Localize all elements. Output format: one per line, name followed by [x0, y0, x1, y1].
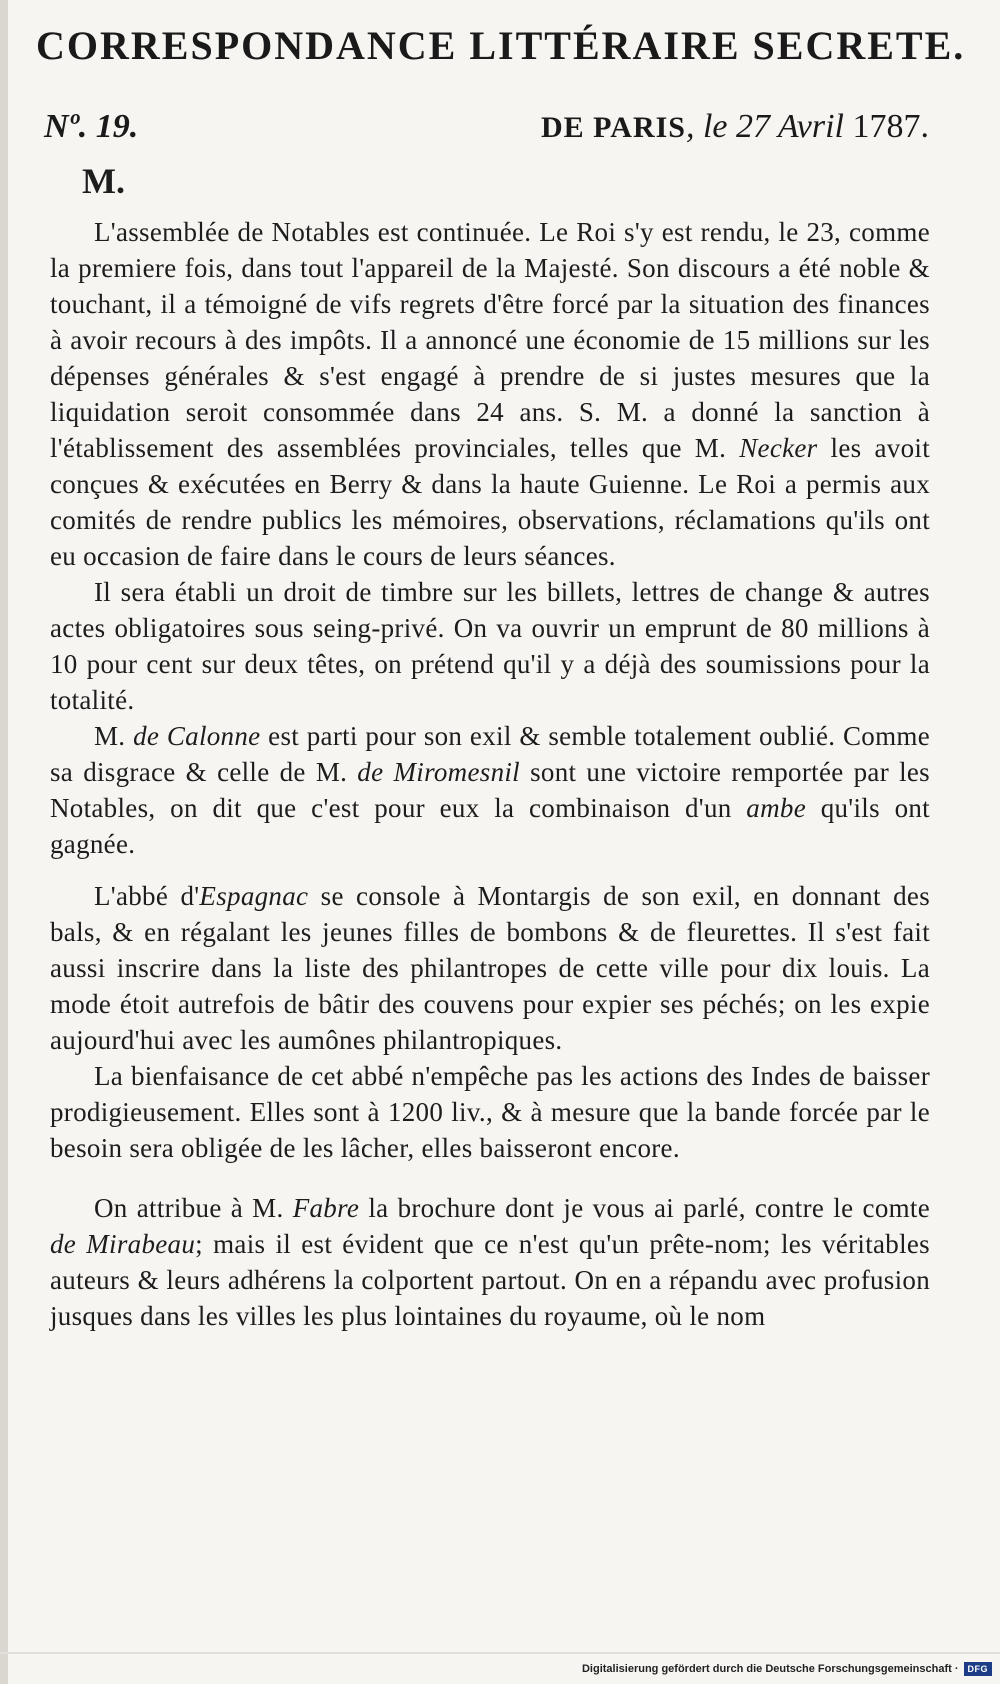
- paragraph: [50, 1058, 930, 1166]
- paragraph: [50, 1190, 930, 1334]
- paragraph: [50, 718, 930, 862]
- credit-text: Digitalisierung gefördert durch die Deutsche Forschungsgemeinschaft ·: [581, 1663, 959, 1675]
- scan-edge: [0, 0, 8, 1684]
- paragraph: [50, 574, 930, 718]
- footer-divider: [0, 1652, 1000, 1654]
- italic-name: Espagnac: [199, 881, 309, 911]
- year: 1787.: [852, 108, 929, 145]
- text-run: ; mais il est évident que ce n'est qu'un prête-nom; les véritables auteurs & leurs adhérens la colportent partout. On en a répandu avec profusion jusques dans les villes les plus lointaines du royaume, où le nom: [50, 1229, 930, 1331]
- letter-body: [50, 214, 930, 1599]
- salutation: M.: [82, 161, 125, 201]
- text-run: La bienfaisance de cet abbé n'empêche pas les actions des Indes de baisser prodigieusement. Elles sont à 1200 liv., & à mesure que la bande forcée par le besoin sera obligée de les lâcher, elles baisseront encore.: [50, 1061, 930, 1163]
- date-text: , le 27 Avril: [685, 108, 844, 145]
- digitization-credit: [582, 1660, 992, 1678]
- dfg-logo: DFG: [964, 1662, 993, 1676]
- journal-title: CORRESPONDANCE LITTÉRAIRE SECRETE.: [36, 23, 966, 68]
- italic-name: Necker: [739, 433, 818, 463]
- italic-name: de Calonne: [133, 721, 261, 751]
- issue-number: Nº. 19.: [44, 108, 139, 145]
- place-and-date: [541, 108, 929, 146]
- italic-name: de Mirabeau: [50, 1229, 196, 1259]
- text-run: les avoit conçues & exécutées en Berry & dans la haute Guienne. Le Roi a permis aux comités de rendre publics les mémoires, observations, réclamations qu'ils ont eu occasion de faire dans le cours de leurs séances.: [50, 433, 931, 571]
- italic-name: de Miromesnil: [357, 757, 520, 787]
- text-run: sont une victoire remportée par les Notables, on dit que c'est pour eux la combinaison d'un: [50, 757, 930, 823]
- text-run: L'abbé d': [94, 881, 200, 911]
- text-run: se console à Montargis de son exil, en donnant des bals, & en régalant les jeunes filles de bombons & de fleurettes. Il s'est fait aussi inscrire dans la liste des philantropes de cette ville pour dix louis. La mode étoit autrefois de bâtir des couvens pour expier ses péchés; on les expie aujourd'hui avec les aumônes philantropiques.: [50, 881, 930, 1055]
- italic-word: ambe: [746, 793, 806, 823]
- italic-name: Fabre: [292, 1193, 360, 1223]
- text-run: la brochure dont je vous ai parlé, contre le comte: [359, 1193, 930, 1223]
- paragraph: [50, 214, 930, 574]
- text-run: L'assemblée de Notables est continuée. Le Roi s'y est rendu, le 23, comme la premiere fois, dans tout l'appareil de la Majesté. Son discours a été noble & touchant, il a témoigné de vifs regrets d'être forcé par la situation des finances à avoir recours à des impôts. Il a annoncé une économie de 15 millions sur les dépenses générales & s'est engagé à prendre de si justes mesures que la liquidation seroit consommée dans 24 ans. S. M. a donné la sanction à l'établissement des assemblées provinciales, telles que M.: [50, 217, 930, 463]
- paragraph: [50, 878, 930, 1058]
- text-run: On attribue à M.: [94, 1193, 293, 1223]
- text-run: Il sera établi un droit de timbre sur les billets, lettres de change & autres actes obligatoires sous seing-privé. On va ouvrir un emprunt de 80 millions à 10 pour cent sur deux têtes, on prétend qu'il y a déjà des soumissions pour la totalité.: [50, 577, 930, 715]
- text-run: M.: [94, 721, 134, 751]
- text-run: est parti pour son exil & semble totalement oublié. Comme sa disgrace & celle de M.: [50, 721, 930, 787]
- dateline: [44, 108, 929, 152]
- text-run: qu'ils ont gagnée.: [50, 793, 930, 859]
- place-prefix: DE PARIS: [541, 111, 686, 144]
